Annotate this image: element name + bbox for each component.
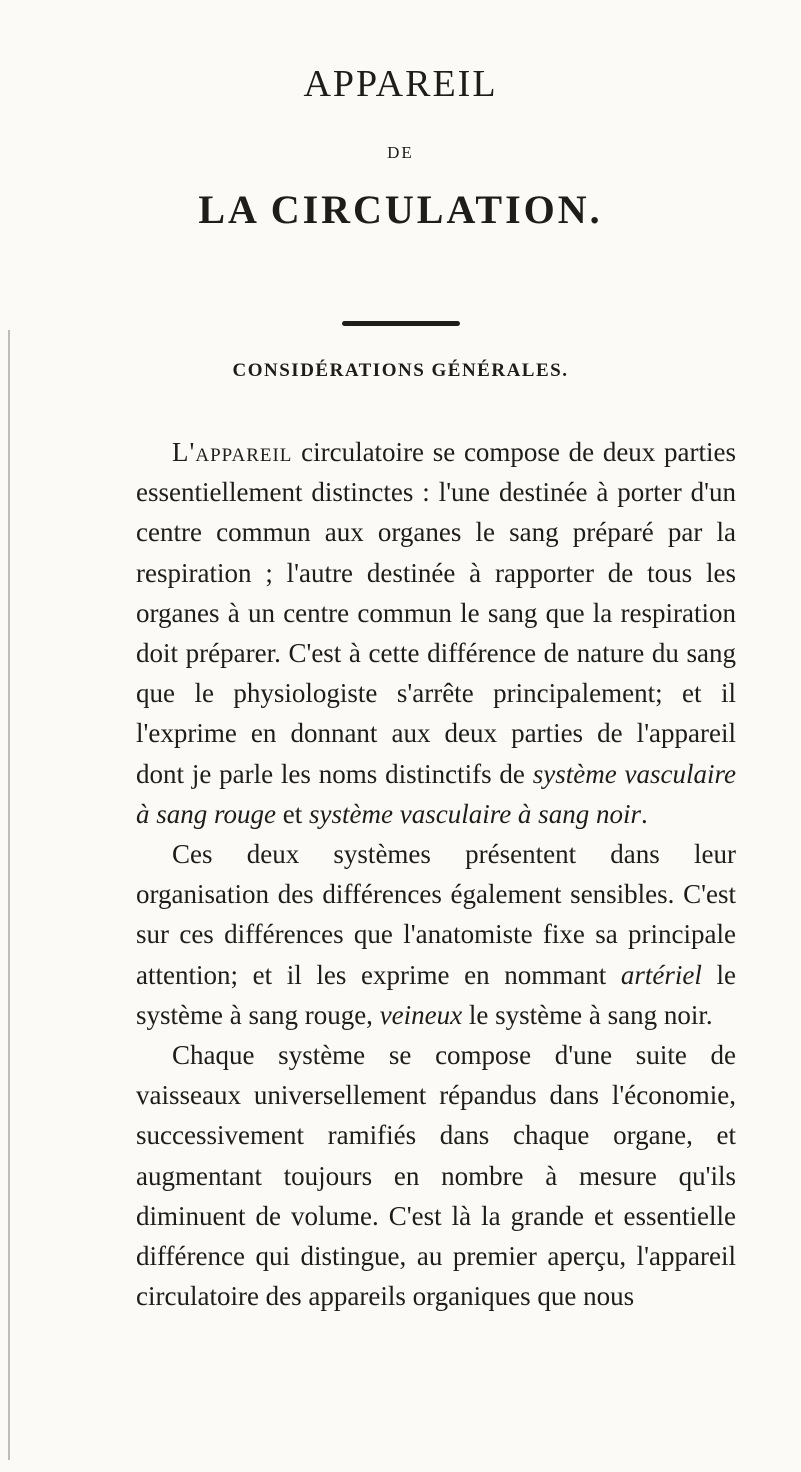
italic-term: système vasculaire à sang rouge [136,758,736,829]
chapter-subtitle: LA CIRCULATION. [198,187,603,232]
title-divider [342,321,460,326]
italic-term: veineux [379,999,463,1030]
italic-term: artériel [620,959,702,990]
paragraph-2: Ces deux systèmes présentent dans leur organisation des différences également sensibles. C'est sur ces différences que l'anatomiste fixe sa principale attention; et il les exprime en nommant artériel le système à sang rouge, veineux le système à sang noir. [136,839,736,1030]
italic-term: système vasculaire à sang noir [309,798,641,829]
chapter-title: APPAREIL [303,63,498,105]
paragraph-3: Chaque système se compose d'une suite de vaisseaux universellement répandus dans l'économie, successivement ramifiés dans chaque organe, et augmentant toujours en nombre à mesure qu'ils diminuent de volume. C'est là la grande et essentielle différence qui distingue, au premier aperçu, l'appareil circulatoire des appareils organiques que nous [136,1040,736,1312]
body-text [136,432,736,1316]
title-connector: DE [387,143,414,162]
paragraph-lead-word: L'appareil [172,437,293,467]
paragraph-1: L'appareil circulatoire se compose de deux parties essentiellement distinctes : l'une destinée à porter d'un centre commun aux organes le sang préparé par la respiration ; l'autre destinée à rapporter de tous les organes à un centre commun le sang que la respiration doit préparer. C'est à cette différence de nature du sang que le physiologiste s'arrête principalement; et il l'exprime en donnant aux deux parties de l'appareil dont je parle les noms distinctifs de système vasculaire à sang rouge et système vasculaire à sang noir. [136,437,736,829]
section-heading: CONSIDÉRATIONS GÉNÉRALES. [232,360,569,381]
page-edge-shadow [8,330,10,1460]
